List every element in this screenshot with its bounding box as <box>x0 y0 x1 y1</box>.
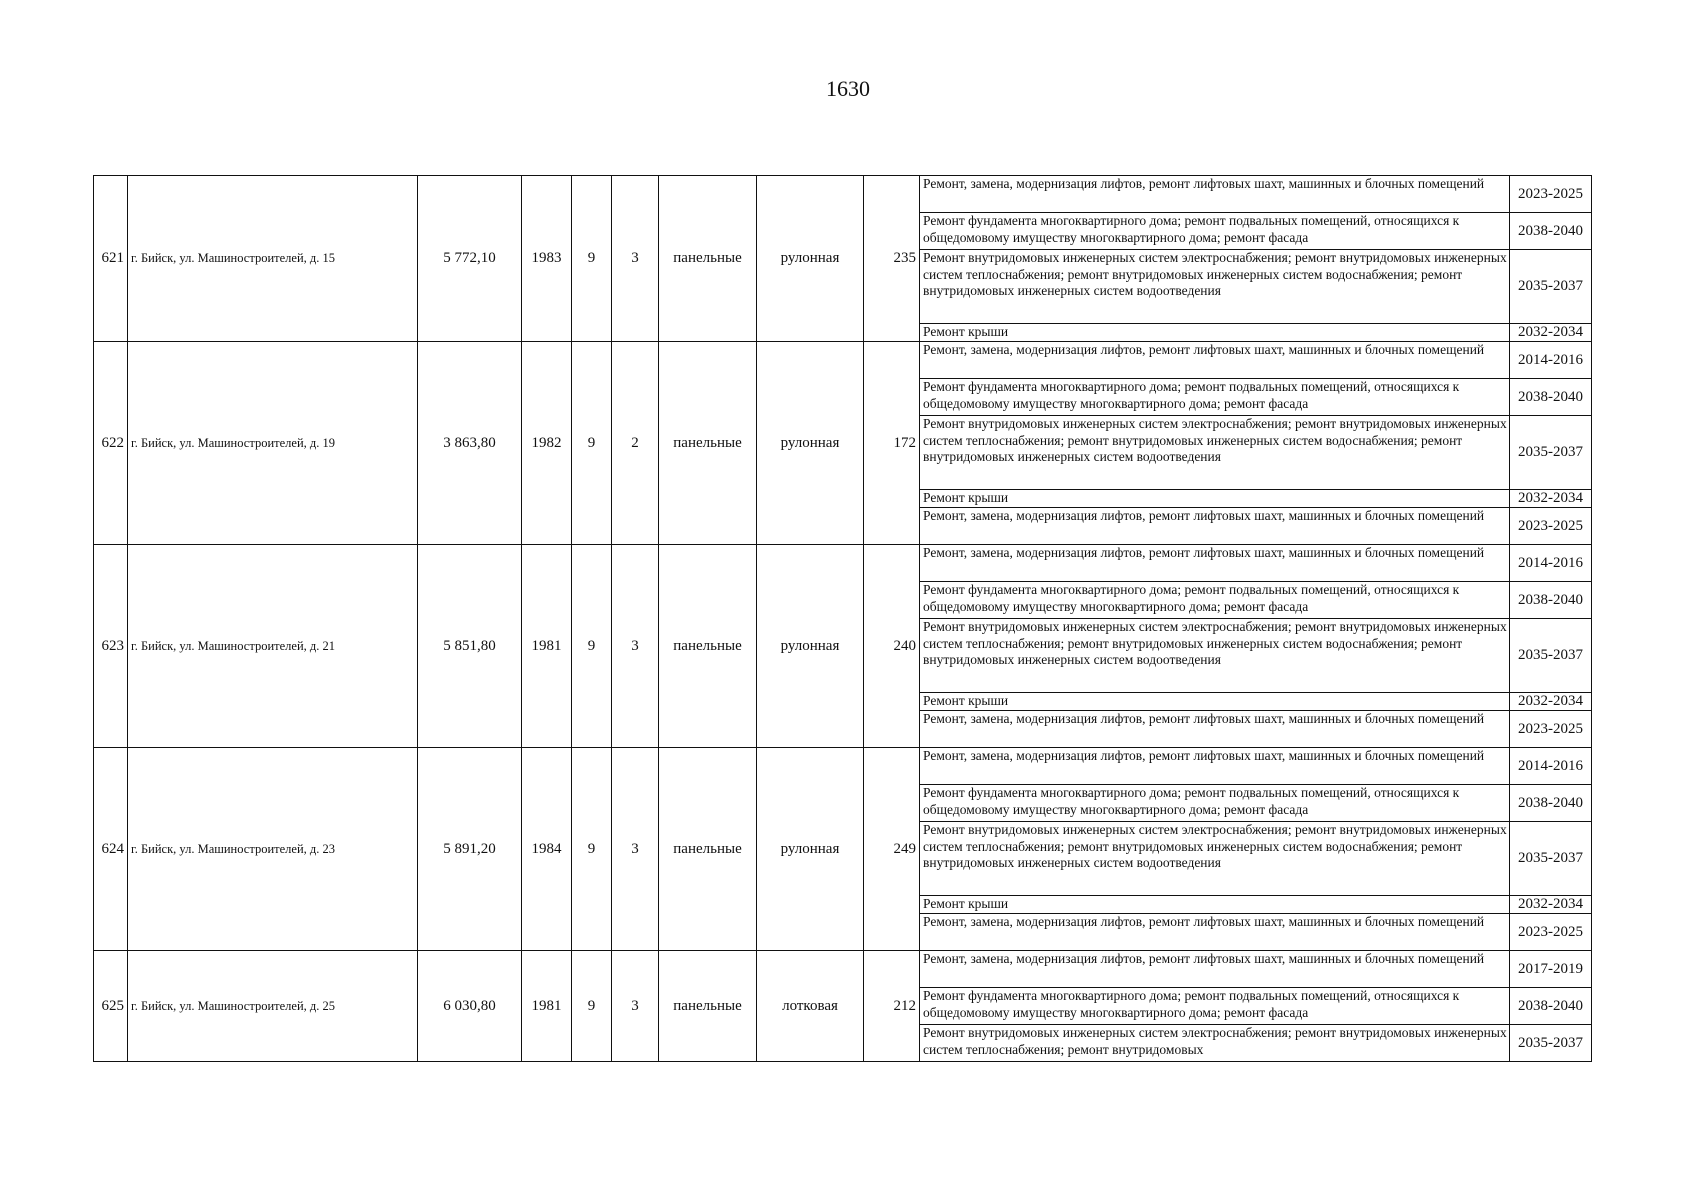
repair-period: 2035-2037 <box>1510 416 1592 490</box>
repair-work-description: Ремонт фундамента многоквартирного дома; ремонт подвальных помещений, относящихся к общедомовому имуществу многоквартирного дома; ремонт фасада <box>920 379 1510 416</box>
repair-work-description: Ремонт, замена, модернизация лифтов, ремонт лифтовых шахт, машинных и блочных помещений <box>920 711 1510 748</box>
repair-period: 2032-2034 <box>1510 490 1592 508</box>
record-number: 623 <box>94 545 128 748</box>
floor-count: 9 <box>572 951 612 1062</box>
house-address: г. Бийск, ул. Машиностроителей, д. 19 <box>128 342 418 545</box>
repair-work-description: Ремонт, замена, модернизация лифтов, ремонт лифтовых шахт, машинных и блочных помещений <box>920 914 1510 951</box>
repair-work-description: Ремонт фундамента многоквартирного дома; ремонт подвальных помещений, относящихся к общедомовому имуществу многоквартирного дома; ремонт фасада <box>920 988 1510 1025</box>
house-registry-table <box>93 175 1592 1062</box>
record-number: 621 <box>94 176 128 342</box>
resident-count: 240 <box>864 545 920 748</box>
repair-period: 2014-2016 <box>1510 748 1592 785</box>
registry-body <box>94 176 1592 1062</box>
total-area: 3 863,80 <box>418 342 522 545</box>
repair-period: 2035-2037 <box>1510 619 1592 693</box>
repair-period: 2014-2016 <box>1510 545 1592 582</box>
repair-period: 2035-2037 <box>1510 250 1592 324</box>
repair-period: 2023-2025 <box>1510 711 1592 748</box>
repair-period: 2032-2034 <box>1510 896 1592 914</box>
roof-type: лотковая <box>757 951 864 1062</box>
wall-material: панельные <box>659 176 757 342</box>
table-row <box>94 176 1592 213</box>
build-year: 1982 <box>522 342 572 545</box>
build-year: 1981 <box>522 951 572 1062</box>
repair-work-description: Ремонт фундамента многоквартирного дома; ремонт подвальных помещений, относящихся к общедомовому имуществу многоквартирного дома; ремонт фасада <box>920 213 1510 250</box>
repair-work-description: Ремонт, замена, модернизация лифтов, ремонт лифтовых шахт, машинных и блочных помещений <box>920 176 1510 213</box>
repair-work-description: Ремонт внутридомовых инженерных систем электроснабжения; ремонт внутридомовых инженерных систем теплоснабжения; ремонт внутридомовых инженерных систем водоснабжения; ремонт внутридомовых инженерных систем водоотведения <box>920 250 1510 324</box>
repair-period: 2038-2040 <box>1510 213 1592 250</box>
repair-period: 2017-2019 <box>1510 951 1592 988</box>
table-row <box>94 545 1592 582</box>
house-address: г. Бийск, ул. Машиностроителей, д. 25 <box>128 951 418 1062</box>
table-row <box>94 748 1592 785</box>
repair-work-description: Ремонт внутридомовых инженерных систем электроснабжения; ремонт внутридомовых инженерных систем теплоснабжения; ремонт внутридомовых инженерных систем водоснабжения; ремонт внутридомовых инженерных систем водоотведения <box>920 822 1510 896</box>
repair-period: 2035-2037 <box>1510 1025 1592 1062</box>
repair-period: 2014-2016 <box>1510 342 1592 379</box>
entrance-count: 3 <box>612 748 659 951</box>
house-address: г. Бийск, ул. Машиностроителей, д. 21 <box>128 545 418 748</box>
resident-count: 172 <box>864 342 920 545</box>
repair-period: 2032-2034 <box>1510 693 1592 711</box>
repair-work-description: Ремонт фундамента многоквартирного дома; ремонт подвальных помещений, относящихся к общедомовому имуществу многоквартирного дома; ремонт фасада <box>920 582 1510 619</box>
repair-work-description: Ремонт, замена, модернизация лифтов, ремонт лифтовых шахт, машинных и блочных помещений <box>920 951 1510 988</box>
floor-count: 9 <box>572 545 612 748</box>
roof-type: рулонная <box>757 176 864 342</box>
entrance-count: 3 <box>612 951 659 1062</box>
table-row <box>94 342 1592 379</box>
repair-work-description: Ремонт крыши <box>920 490 1510 508</box>
roof-type: рулонная <box>757 545 864 748</box>
repair-work-description: Ремонт крыши <box>920 896 1510 914</box>
build-year: 1981 <box>522 545 572 748</box>
floor-count: 9 <box>572 176 612 342</box>
house-address: г. Бийск, ул. Машиностроителей, д. 23 <box>128 748 418 951</box>
floor-count: 9 <box>572 342 612 545</box>
repair-period: 2023-2025 <box>1510 914 1592 951</box>
repair-period: 2032-2034 <box>1510 324 1592 342</box>
house-address: г. Бийск, ул. Машиностроителей, д. 15 <box>128 176 418 342</box>
repair-period: 2023-2025 <box>1510 508 1592 545</box>
roof-type: рулонная <box>757 342 864 545</box>
total-area: 5 772,10 <box>418 176 522 342</box>
wall-material: панельные <box>659 342 757 545</box>
wall-material: панельные <box>659 951 757 1062</box>
repair-work-description: Ремонт, замена, модернизация лифтов, ремонт лифтовых шахт, машинных и блочных помещений <box>920 545 1510 582</box>
resident-count: 235 <box>864 176 920 342</box>
record-number: 622 <box>94 342 128 545</box>
repair-period: 2038-2040 <box>1510 379 1592 416</box>
repair-work-description: Ремонт внутридомовых инженерных систем электроснабжения; ремонт внутридомовых инженерных систем теплоснабжения; ремонт внутридомовых инженерных систем водоснабжения; ремонт внутридомовых инженерных систем водоотведения <box>920 619 1510 693</box>
repair-work-description: Ремонт, замена, модернизация лифтов, ремонт лифтовых шахт, машинных и блочных помещений <box>920 342 1510 379</box>
repair-work-description: Ремонт фундамента многоквартирного дома; ремонт подвальных помещений, относящихся к общедомовому имуществу многоквартирного дома; ремонт фасада <box>920 785 1510 822</box>
total-area: 5 851,80 <box>418 545 522 748</box>
repair-work-description: Ремонт крыши <box>920 324 1510 342</box>
resident-count: 212 <box>864 951 920 1062</box>
record-number: 625 <box>94 951 128 1062</box>
entrance-count: 3 <box>612 176 659 342</box>
floor-count: 9 <box>572 748 612 951</box>
build-year: 1983 <box>522 176 572 342</box>
resident-count: 249 <box>864 748 920 951</box>
repair-period: 2035-2037 <box>1510 822 1592 896</box>
total-area: 6 030,80 <box>418 951 522 1062</box>
entrance-count: 2 <box>612 342 659 545</box>
repair-work-description: Ремонт, замена, модернизация лифтов, ремонт лифтовых шахт, машинных и блочных помещений <box>920 748 1510 785</box>
repair-work-description: Ремонт внутридомовых инженерных систем электроснабжения; ремонт внутридомовых инженерных систем теплоснабжения; ремонт внутридомовых инженерных систем водоснабжения; ремонт внутридомовых инженерных систем водоотведения <box>920 416 1510 490</box>
repair-work-description: Ремонт крыши <box>920 693 1510 711</box>
table-row <box>94 951 1592 988</box>
entrance-count: 3 <box>612 545 659 748</box>
total-area: 5 891,20 <box>418 748 522 951</box>
repair-work-description: Ремонт, замена, модернизация лифтов, ремонт лифтовых шахт, машинных и блочных помещений <box>920 508 1510 545</box>
repair-period: 2038-2040 <box>1510 988 1592 1025</box>
wall-material: панельные <box>659 545 757 748</box>
repair-period: 2038-2040 <box>1510 582 1592 619</box>
build-year: 1984 <box>522 748 572 951</box>
wall-material: панельные <box>659 748 757 951</box>
record-number: 624 <box>94 748 128 951</box>
repair-period: 2023-2025 <box>1510 176 1592 213</box>
roof-type: рулонная <box>757 748 864 951</box>
repair-period: 2038-2040 <box>1510 785 1592 822</box>
repair-work-description: Ремонт внутридомовых инженерных систем электроснабжения; ремонт внутридомовых инженерных систем теплоснабжения; ремонт внутридомовых <box>920 1025 1510 1062</box>
page-number: 1630 <box>826 76 870 101</box>
